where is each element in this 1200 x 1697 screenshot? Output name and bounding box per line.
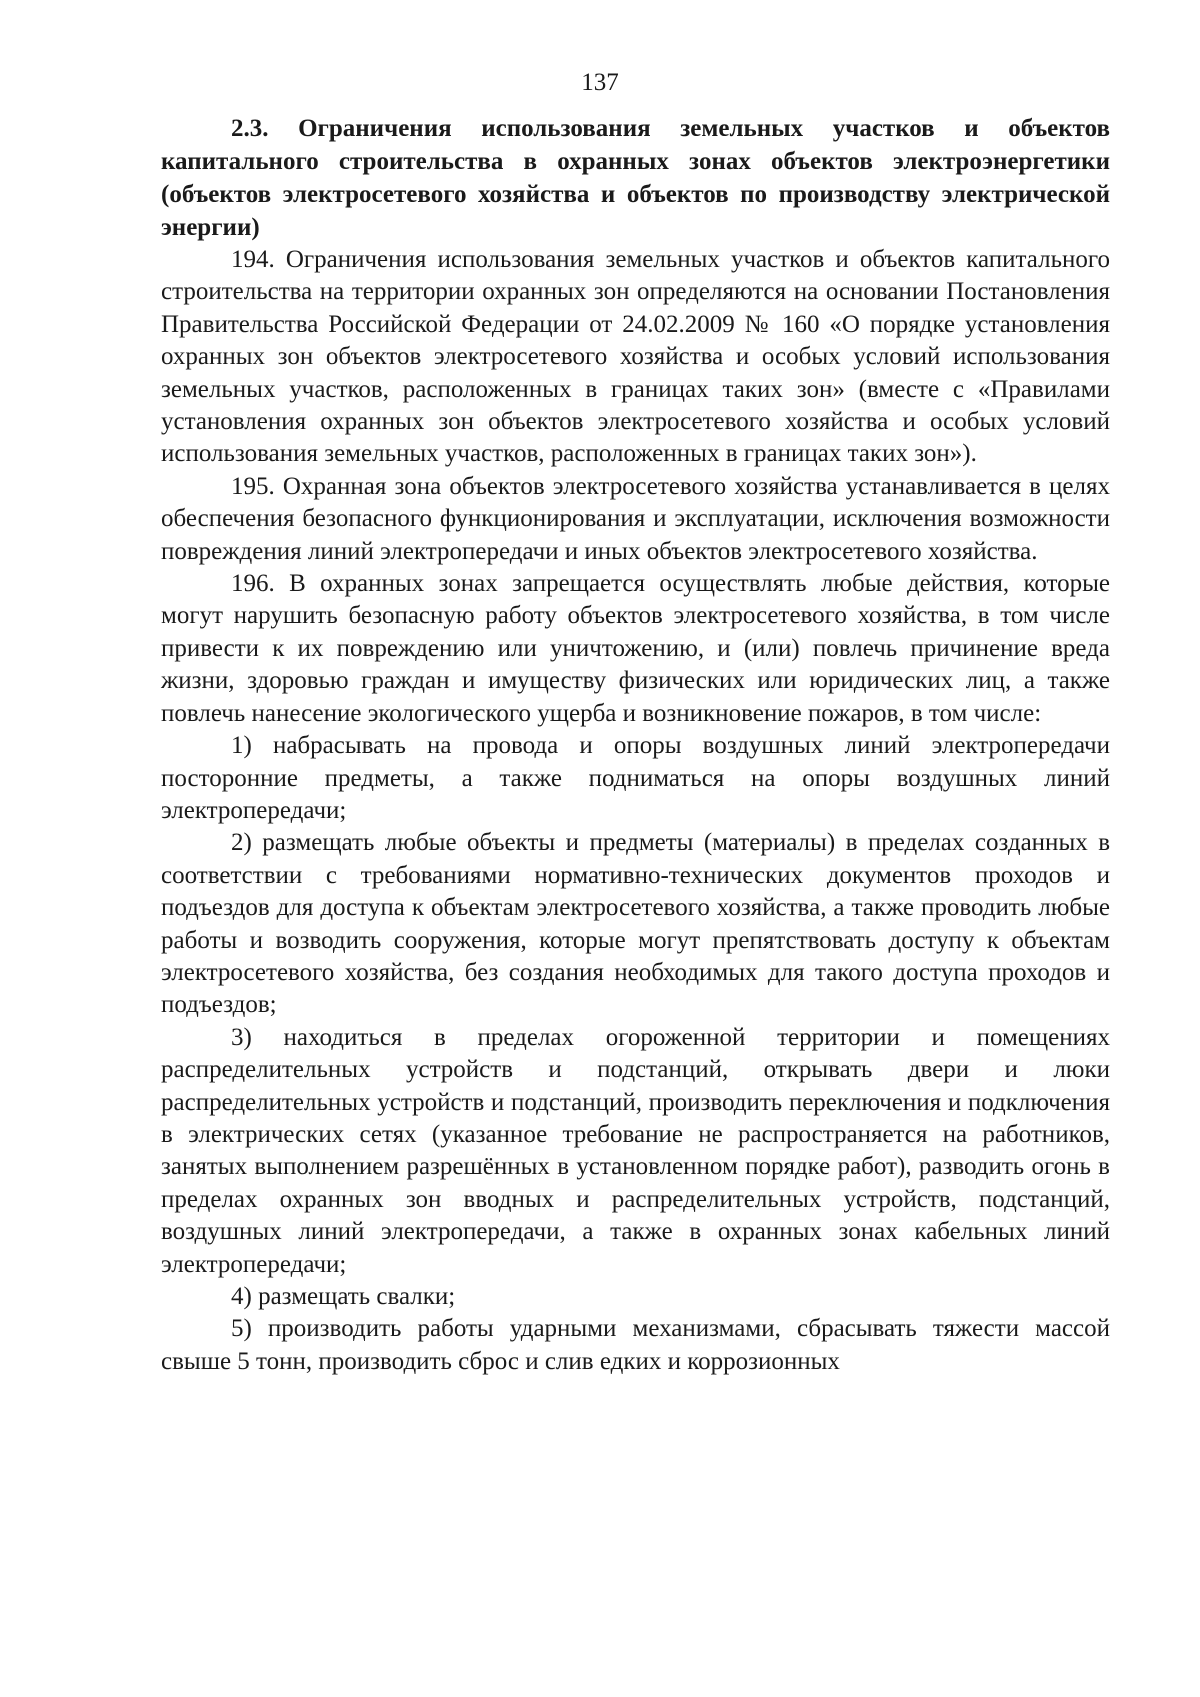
list-item-2: 2) размещать любые объекты и предметы (материалы) в пределах созданных в соответствии с требованиями нормативно-технических документов проходов и подъездов для доступа к объектам электросетевого хозяйства, а также проводить любые работы и возводить сооружения, которые могут препятствовать доступу к объектам электросетевого хозяйства, без создания необходимых для такого доступа проходов и подъездов; <box>161 829 1110 1019</box>
list-item-1: 1) набрасывать на провода и опоры воздушных линий электропередачи посторонние предметы, а также подниматься на опоры воздушных линий электропередачи; <box>161 732 1110 824</box>
paragraph-194: 194. Ограничения использования земельных участков и объектов капитального строительства на территории охранных зон определяются на основании Постановления Правительства Российской Федерации от 24.02.2009 № 160 «О порядке установления охранных зон объектов электросетевого хозяйства и особых условий использования земельных участков, расположенных в границах таких зон» (вместе с «Правилами установления охранных зон объектов электросетевого хозяйства и особых условий использования земельных участков, расположенных в границах таких зон»). <box>161 246 1110 468</box>
page-number: 137 <box>581 69 619 96</box>
page-content <box>161 112 1110 1378</box>
list-item-5: 5) производить работы ударными механизмами, сбрасывать тяжести массой свыше 5 тонн, производить сброс и слив едких и коррозионных <box>161 1315 1110 1375</box>
section-heading: 2.3. Ограничения использования земельных участков и объектов капитального строительства в охранных зонах объектов электроэнергетики (объектов электросетевого хозяйства и объектов по производству электрической энергии) <box>161 115 1110 241</box>
list-item-3: 3) находиться в пределах огороженной территории и помещениях распределительных устройств и подстанций, открывать двери и люки распределительных устройств и подстанций, производить переключения и подключения в электрических сетях (указанное требование не распространяется на работников, занятых выполнением разрешённых в установленном порядке работ), разводить огонь в пределах охранных зон вводных и распределительных устройств, подстанций, воздушных линий электропередачи, а также в охранных зонах кабельных линий электропередачи; <box>161 1023 1110 1278</box>
paragraph-196: 196. В охранных зонах запрещается осуществлять любые действия, которые могут нарушить безопасную работу объектов электросетевого хозяйства, в том числе привести к их повреждению или уничтожению, и (или) повлечь причинение вреда жизни, здоровью граждан и имуществу физических или юридических лиц, а также повлечь нанесение экологического ущерба и возникновение пожаров, в том числе: <box>161 570 1110 727</box>
list-item-4: 4) размещать свалки; <box>231 1283 456 1310</box>
paragraph-195: 195. Охранная зона объектов электросетевого хозяйства устанавливается в целях обеспечения безопасного функционирования и эксплуатации, исключения возможности повреждения линий электропередачи и иных объектов электросетевого хозяйства. <box>161 472 1110 565</box>
